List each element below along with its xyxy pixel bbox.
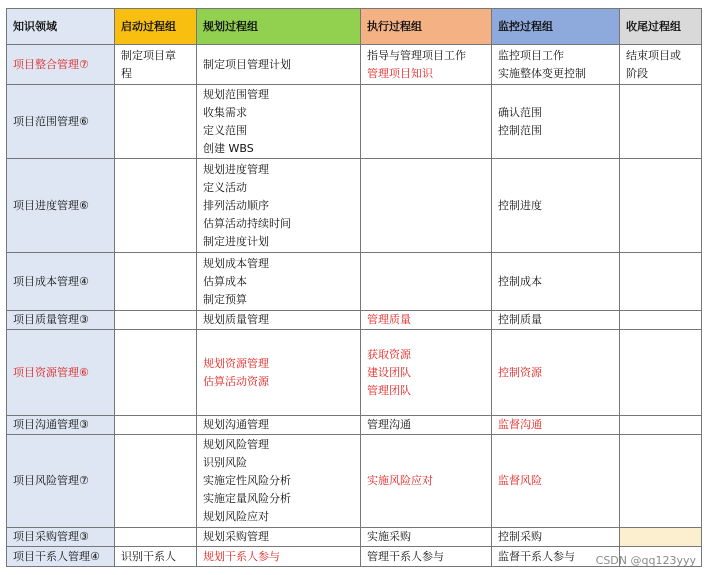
process-item: 规划采购管理 — [203, 530, 269, 543]
process-item: 规划质量管理 — [203, 313, 269, 326]
knowledge-area-label: 项目质量管理③ — [13, 313, 89, 326]
process-item: 规划范围管理 — [203, 87, 269, 101]
process-cell — [620, 330, 702, 416]
process-cell — [492, 528, 620, 547]
process-item: 管理项目知识 — [367, 66, 433, 80]
process-cell — [492, 416, 620, 435]
process-item: 管理团队 — [367, 383, 411, 397]
process-item: 制定项目管理计划 — [203, 57, 291, 71]
process-item: 制定项目章 — [121, 48, 176, 62]
knowledge-area-label: 项目成本管理④ — [13, 274, 89, 288]
knowledge-area-cell — [7, 435, 115, 528]
process-item: 控制质量 — [498, 313, 542, 326]
process-item: 识别风险 — [203, 456, 247, 469]
process-cell — [115, 159, 197, 253]
header-initiating: 启动过程组 — [115, 9, 197, 45]
table-row — [7, 45, 702, 85]
process-cell — [361, 416, 492, 435]
process-cell — [115, 330, 197, 416]
process-cell — [115, 547, 197, 567]
process-item: 获取资源 — [367, 347, 411, 361]
process-cell — [197, 435, 361, 528]
process-cell — [620, 159, 702, 253]
process-item: 程 — [121, 66, 132, 80]
table-row — [7, 85, 702, 159]
watermark: CSDN @qq123yyy — [595, 554, 696, 567]
process-item: 规划风险应对 — [203, 510, 269, 523]
process-cell — [197, 45, 361, 85]
table-row — [7, 416, 702, 435]
process-item: 控制采购 — [498, 530, 542, 543]
process-cell — [197, 528, 361, 547]
process-cell — [361, 311, 492, 330]
process-cell — [115, 416, 197, 435]
process-cell — [115, 85, 197, 159]
process-cell — [620, 45, 702, 85]
process-cell — [620, 253, 702, 311]
table-row — [7, 253, 702, 311]
process-cell — [115, 45, 197, 85]
knowledge-area-label: 项目采购管理③ — [13, 530, 89, 543]
process-cell — [492, 45, 620, 85]
process-item: 实施整体变更控制 — [498, 66, 586, 80]
knowledge-area-cell — [7, 547, 115, 567]
table-row — [7, 330, 702, 416]
process-item: 实施定性风险分析 — [203, 474, 291, 487]
knowledge-area-cell — [7, 330, 115, 416]
header-monitoring: 监控过程组 — [492, 9, 620, 45]
process-item: 实施定量风险分析 — [203, 492, 291, 505]
header-planning: 规划过程组 — [197, 9, 361, 45]
process-cell — [197, 159, 361, 253]
process-item: 规划进度管理 — [203, 162, 269, 176]
table-row — [7, 435, 702, 528]
process-cell — [197, 547, 361, 567]
process-cell — [620, 528, 702, 547]
process-item: 规划风险管理 — [203, 438, 269, 451]
knowledge-area-cell — [7, 311, 115, 330]
process-item: 监督干系人参与 — [498, 549, 575, 563]
process-item: 监督沟通 — [498, 418, 542, 431]
knowledge-area-label: 项目范围管理⑥ — [13, 114, 89, 128]
process-item: 控制资源 — [498, 365, 542, 379]
process-item: 管理质量 — [367, 313, 411, 326]
process-item: 监督风险 — [498, 474, 542, 487]
process-cell — [115, 528, 197, 547]
knowledge-area-label: 项目干系人管理④ — [13, 549, 100, 563]
knowledge-area-label: 项目整合管理⑦ — [13, 57, 89, 71]
process-item: 制定预算 — [203, 292, 247, 306]
process-item: 定义活动 — [203, 180, 247, 194]
header-knowledge-area: 知识领域 — [7, 9, 115, 45]
process-item: 收集需求 — [203, 105, 247, 119]
header-closing: 收尾过程组 — [620, 9, 702, 45]
knowledge-area-label: 项目沟通管理③ — [13, 418, 89, 431]
table-row — [7, 528, 702, 547]
process-cell — [361, 85, 492, 159]
knowledge-area-cell — [7, 528, 115, 547]
process-item: 实施采购 — [367, 530, 411, 543]
process-item: 排列活动顺序 — [203, 198, 269, 212]
knowledge-area-cell — [7, 253, 115, 311]
process-cell — [197, 311, 361, 330]
process-item: 实施风险应对 — [367, 474, 433, 487]
process-cell — [492, 253, 620, 311]
process-item: 控制成本 — [498, 274, 542, 288]
process-cell — [197, 85, 361, 159]
process-cell — [492, 330, 620, 416]
knowledge-area-cell — [7, 159, 115, 253]
knowledge-area-cell — [7, 416, 115, 435]
process-item: 规划成本管理 — [203, 256, 269, 270]
knowledge-area-label: 项目资源管理⑥ — [13, 365, 89, 379]
process-cell — [492, 159, 620, 253]
table-row — [7, 159, 702, 253]
process-cell — [620, 435, 702, 528]
process-item: 定义范围 — [203, 123, 247, 137]
process-item: 创建 WBS — [203, 141, 254, 155]
process-cell — [361, 528, 492, 547]
process-item: 制定进度计划 — [203, 234, 269, 248]
process-item: 确认范围 — [498, 105, 542, 119]
process-cell — [361, 253, 492, 311]
process-item: 管理沟通 — [367, 418, 411, 431]
process-item: 识别干系人 — [121, 549, 176, 563]
process-cell — [361, 435, 492, 528]
process-item: 建设团队 — [367, 365, 411, 379]
process-cell — [361, 330, 492, 416]
process-cell — [620, 85, 702, 159]
process-cell — [492, 85, 620, 159]
process-cell — [115, 435, 197, 528]
process-cell — [492, 435, 620, 528]
process-cell — [361, 45, 492, 85]
process-cell — [197, 330, 361, 416]
process-item: 规划资源管理 — [203, 356, 269, 370]
process-item: 估算成本 — [203, 274, 247, 288]
process-cell — [361, 159, 492, 253]
table-row — [7, 311, 702, 330]
process-cell — [197, 416, 361, 435]
process-item: 管理干系人参与 — [367, 549, 444, 563]
process-item: 监控项目工作 — [498, 48, 564, 62]
knowledge-area-label: 项目风险管理⑦ — [13, 474, 89, 487]
process-group-table — [6, 8, 702, 567]
process-item: 控制进度 — [498, 198, 542, 212]
process-item: 控制范围 — [498, 123, 542, 137]
knowledge-area-cell — [7, 85, 115, 159]
process-item: 估算活动持续时间 — [203, 216, 291, 230]
knowledge-area-cell — [7, 45, 115, 85]
process-cell — [620, 311, 702, 330]
process-item: 规划干系人参与 — [203, 549, 280, 563]
process-cell — [115, 311, 197, 330]
knowledge-area-label: 项目进度管理⑥ — [13, 198, 89, 212]
process-item: 规划沟通管理 — [203, 418, 269, 431]
process-item: 结束项目或 — [626, 48, 681, 62]
process-cell — [492, 311, 620, 330]
process-item: 估算活动资源 — [203, 374, 269, 388]
process-cell — [197, 253, 361, 311]
process-cell — [115, 253, 197, 311]
header-executing: 执行过程组 — [361, 9, 492, 45]
process-cell — [361, 547, 492, 567]
header-row — [7, 9, 702, 45]
process-cell — [620, 416, 702, 435]
process-item: 阶段 — [626, 66, 648, 80]
process-item: 指导与管理项目工作 — [367, 48, 466, 62]
